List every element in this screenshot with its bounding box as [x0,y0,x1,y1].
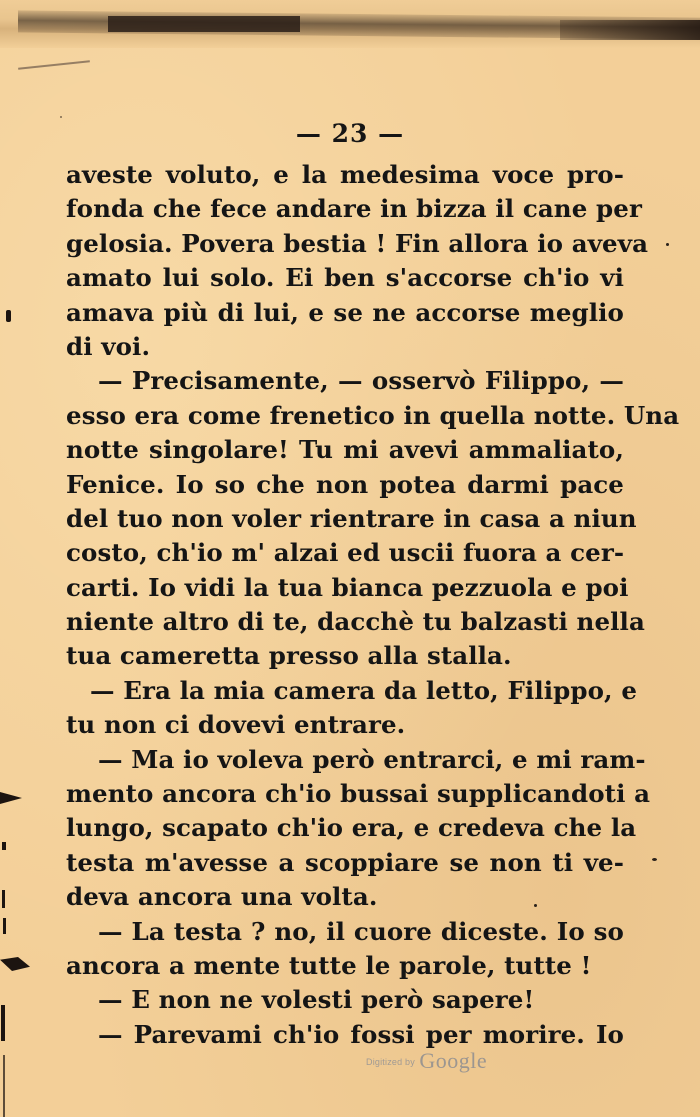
page-number: — 23 — [295,119,405,148]
text-line: costo, ch'io m' alzai ed uscii fuora a cer- [66,538,625,568]
text-line: Fenice. Io so che non potea darmi pace [66,469,624,499]
text-line: mento ancora ch'io bussai supplicandoti a [66,779,651,809]
speck [60,116,62,118]
text-line: del tuo non voler rientrare in casa a niun [66,503,637,533]
text-line: gelosia. Povera bestia ! Fin allora io aveva [66,228,649,258]
text-line: — E non ne volesti però sapere! [98,985,535,1015]
margin-mark [0,957,30,971]
text-line: tua cameretta presso alla stalla. [66,641,512,671]
margin-mark [2,842,6,850]
google-logo: Google [419,1048,488,1073]
text-line: — Era la mia camera da letto, Filippo, e [90,675,638,705]
text-line: amato lui solo. Ei ben s'accorse ch'io vi [66,263,624,293]
text-line: carti. Io vidi la tua bianca pezzuola e poi [66,572,629,602]
paper-scratch [18,60,90,70]
text-line: niente altro di te, dacchè tu balzasti nella [66,607,645,637]
text-line: aveste voluto, e la medesima voce pro- [66,160,624,189]
speck [652,858,657,861]
margin-mark [2,890,5,908]
text-line: testa m'avesse a scoppiare se non ti ve- [66,847,624,877]
text-line: deva ancora una volta. [66,882,378,912]
text-line: fonda che fece andare in bizza il cane per [66,194,642,224]
margin-mark [1,1005,5,1041]
text-line: lungo, scapato ch'io era, e credeva che la [66,813,637,843]
text-line: — Parevami ch'io fossi per morire. Io [98,1019,624,1049]
scan-dark-strip [108,16,300,32]
margin-mark [3,1055,5,1117]
digitized-watermark [366,1048,487,1074]
text-line: di voi. [66,331,151,361]
margin-mark [6,310,11,322]
speck [666,243,669,246]
text-line: ancora a mente tutte le parole, tutte ! [66,950,592,980]
margin-mark [3,918,6,934]
text-line: — La testa ? no, il cuore diceste. Io so [98,916,624,946]
watermark-small-text: Digitized by [366,1057,415,1067]
text-line: amava più di lui, e se ne accorse meglio [66,297,624,327]
scan-dark-corner [560,20,700,40]
text-line: esso era come frenetico in quella notte. Una [66,400,680,430]
text-line: tu non ci dovevi entrare. [66,710,406,740]
text-line: — Ma io voleva però entrarci, e mi ram- [98,744,646,774]
margin-mark [0,792,22,804]
body-text [66,158,680,1052]
text-line: — Precisamente, — osservò Filippo, — [98,366,624,396]
text-line: notte singolare! Tu mi avevi ammaliato, [66,435,624,465]
